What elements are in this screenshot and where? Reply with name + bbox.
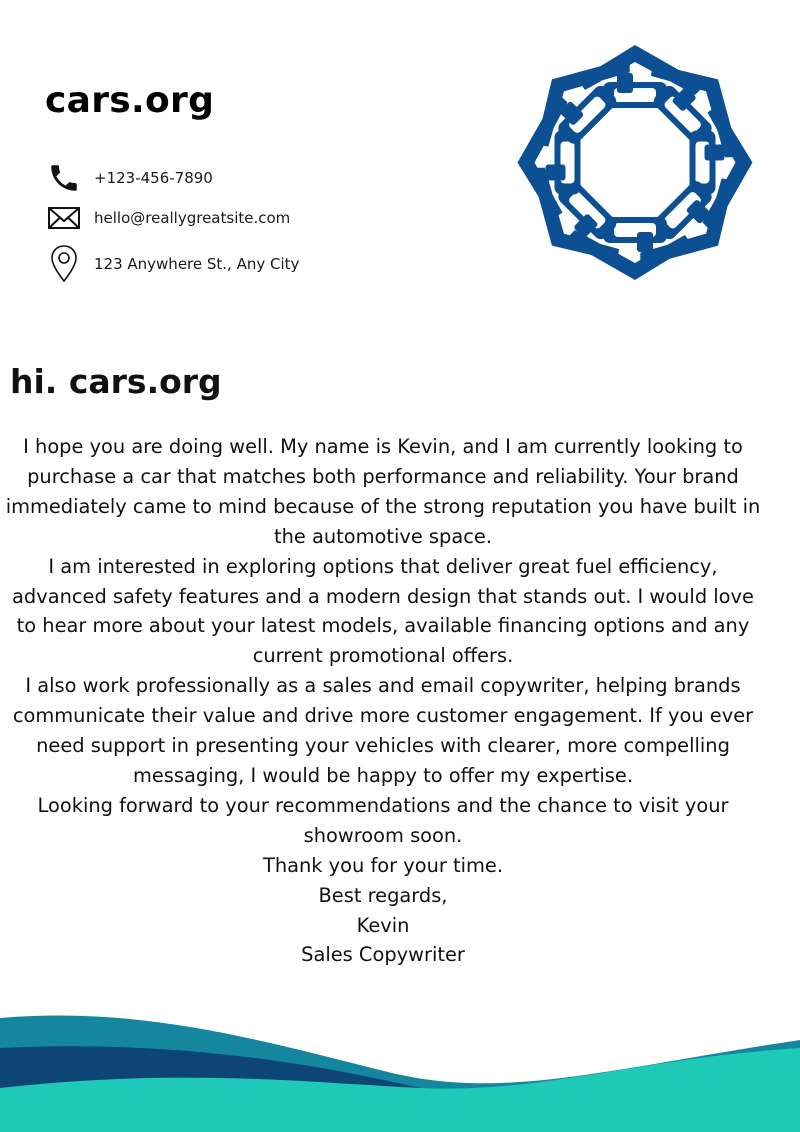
signature-name: Kevin (356, 913, 410, 937)
footer-waves (0, 1010, 800, 1132)
letter-signoff: Best regards, (318, 883, 448, 907)
envelope-icon (44, 200, 84, 236)
letter-paragraph-closing: Looking forward to your recommendations and the chance to visit your showroom soon. (37, 793, 729, 847)
letter-paragraph-copywriting: I also work professionally as a sales and email copywriter, helping brands communicate their value and drive more customer engagement. If you ever need support in presenting your vehicles with clearer, more compelling messaging, I would be happy to offer my expertise. (12, 674, 754, 787)
street-address: 123 Anywhere St., Any City (94, 255, 300, 273)
contact-phone (44, 160, 213, 196)
location-pin-icon (44, 246, 84, 282)
signature-title: Sales Copywriter (301, 943, 465, 967)
email-address: hello@reallygreatsite.com (94, 209, 291, 227)
octagonal-knot-logo (510, 40, 760, 285)
letter-paragraph-interest: I am interested in exploring options that deliver great fuel efficiency, advanced safety features and a modern design that stands out. I would love to hear more about your latest models, available financing options and any current promotional offers. (12, 554, 754, 668)
letter-thanks: Thank you for your time. (262, 853, 504, 877)
phone-number: +123-456-7890 (94, 169, 213, 187)
phone-icon (44, 160, 84, 196)
brand-name: cars.org (45, 80, 215, 121)
contact-address (44, 246, 299, 282)
contact-email (44, 200, 290, 236)
letter-paragraph-intro: I hope you are doing well. My name is Kevin, and I am currently looking to purchase a car that matches both performance and reliability. Your brand immediately came to mind because of the strong reputation you have built in the automotive space. (5, 435, 761, 548)
greeting: hi. cars.org (10, 362, 222, 401)
letter-body (0, 432, 766, 970)
